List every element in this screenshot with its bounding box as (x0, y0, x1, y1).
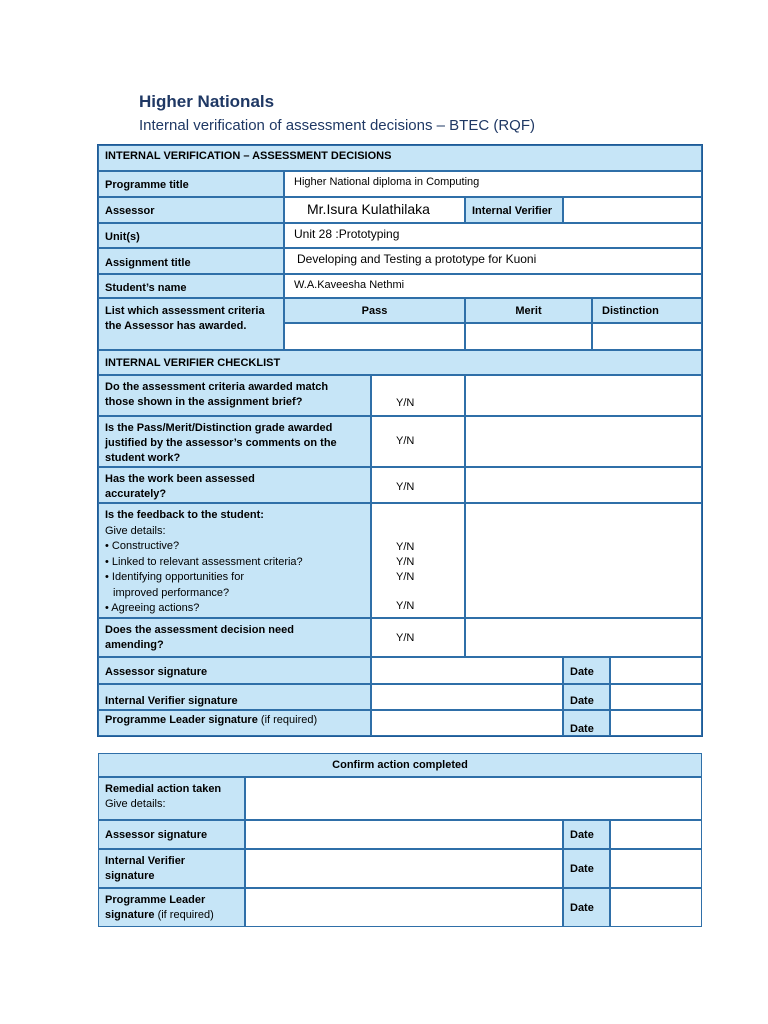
confirm-pl-signature-bold: signature (105, 909, 155, 921)
confirm-iv-signature-label (98, 849, 245, 888)
distinction-header: Distinction (592, 298, 702, 323)
pass-header: Pass (284, 298, 465, 323)
q5-yn[interactable]: Y/N (371, 618, 465, 657)
q4-line7: • Agreeing actions? (105, 602, 200, 614)
criteria-label-line2: the Assessor has awarded. (105, 320, 247, 332)
pl-signature-label-bold: Programme Leader signature (105, 714, 258, 726)
q1-comment-field[interactable] (465, 375, 702, 416)
confirm-pl-date-label: Date (563, 888, 610, 927)
programme-title-field[interactable]: Higher National diploma in Computing (284, 171, 702, 197)
internal-verifier-field[interactable] (563, 197, 702, 223)
decisions-section-header (98, 145, 702, 171)
checklist-question-5 (98, 618, 371, 657)
merit-criteria-field[interactable] (465, 323, 592, 350)
q1-yn[interactable]: Y/N (371, 375, 465, 416)
iv-signature-label: Internal Verifier signature (98, 684, 371, 710)
confirm-assessor-date-field[interactable] (610, 820, 702, 849)
q2-line2: justified by the assessor’s comments on the (105, 437, 337, 449)
q2-line1: Is the Pass/Merit/Distinction grade awarded (105, 422, 333, 434)
confirm-iv-date-label: Date (563, 849, 610, 888)
confirm-assessor-date-label: Date (563, 820, 610, 849)
confirm-assessor-signature-field[interactable] (245, 820, 563, 849)
confirm-section-header (98, 753, 702, 777)
checklist-question-4 (98, 503, 371, 618)
remedial-label-title: Remedial action taken (105, 783, 222, 795)
q3-yn[interactable]: Y/N (371, 467, 465, 503)
checklist-question-3 (98, 467, 371, 503)
decisions-section-title: INTERNAL VERIFICATION – ASSESSMENT DECISIONS (105, 150, 392, 162)
q4-yn-linked[interactable]: Y/N (396, 556, 415, 568)
q4-yn-constructive[interactable]: Y/N (396, 541, 415, 553)
confirm-section-title: Confirm action completed (332, 759, 468, 771)
q1-line1: Do the assessment criteria awarded match (105, 381, 329, 393)
confirm-pl-signature-label (98, 888, 245, 927)
merit-header: Merit (465, 298, 592, 323)
confirm-assessor-signature-label: Assessor signature (98, 820, 245, 849)
assessor-label: Assessor (98, 197, 284, 223)
q3-comment-field[interactable] (465, 467, 702, 503)
iv-date-field[interactable] (610, 684, 702, 710)
confirm-iv-signature-field[interactable] (245, 849, 563, 888)
pl-signature-label-rest: (if required) (257, 714, 318, 726)
q2-comment-field[interactable] (465, 416, 702, 467)
criteria-label-line1: List which assessment criteria (105, 305, 265, 317)
student-name-field[interactable]: W.A.Kaveesha Nethmi (284, 274, 702, 298)
q3-line1: Has the work been assessed (105, 473, 255, 485)
checklist-section-title: INTERNAL VERIFIER CHECKLIST (105, 357, 281, 369)
q5-comment-field[interactable] (465, 618, 702, 657)
q2-line3: student work? (105, 452, 181, 464)
page-subtitle: Internal verification of assessment decisions – BTEC (RQF) (139, 117, 535, 134)
iv-signature-field[interactable] (371, 684, 563, 710)
iv-date-label: Date (563, 684, 610, 710)
confirm-pl-signature-line1: Programme Leader (105, 894, 206, 906)
assessor-signature-field[interactable] (371, 657, 563, 684)
units-label: Unit(s) (98, 223, 284, 248)
remedial-label-sub: Give details: (105, 798, 166, 810)
programme-title-label: Programme title (98, 171, 284, 197)
q5-line2: amending? (105, 639, 164, 651)
pl-date-field[interactable] (610, 710, 702, 736)
assessor-field[interactable]: Mr.Isura Kulathilaka (284, 197, 465, 223)
page-title: Higher Nationals (139, 92, 275, 111)
q2-yn[interactable]: Y/N (371, 416, 465, 467)
checklist-section-header (98, 350, 702, 375)
checklist-question-1 (98, 375, 371, 416)
assignment-title-label: Assignment title (98, 248, 284, 274)
confirm-iv-signature-line2: signature (105, 870, 155, 882)
student-name-label: Student’s name (98, 274, 284, 298)
assessor-signature-label: Assessor signature (98, 657, 371, 684)
q4-yn-opportunities[interactable]: Y/N (396, 571, 415, 583)
q4-line6: improved performance? (113, 586, 230, 599)
assignment-title-field[interactable]: Developing and Testing a prototype for Kuoni (284, 248, 702, 274)
confirm-pl-signature-rest: (if required) (154, 909, 214, 921)
assessor-date-label: Date (563, 657, 610, 684)
criteria-label (98, 298, 284, 350)
checklist-question-2 (98, 416, 371, 467)
q4-line5: • Identifying opportunities for (105, 571, 244, 583)
pl-signature-field[interactable] (371, 710, 563, 736)
units-field[interactable]: Unit 28 :Prototyping (284, 223, 702, 248)
internal-verifier-label: Internal Verifier (465, 197, 563, 223)
remedial-label (98, 777, 245, 820)
q4-line1: Is the feedback to the student: (105, 509, 264, 521)
distinction-criteria-field[interactable] (592, 323, 702, 350)
pl-date-label: Date (563, 710, 610, 736)
q4-line3: • Constructive? (105, 540, 180, 552)
assessor-date-field[interactable] (610, 657, 702, 684)
q1-line2: those shown in the assignment brief? (105, 396, 303, 408)
confirm-pl-date-field[interactable] (610, 888, 702, 927)
q4-line4: • Linked to relevant assessment criteria? (105, 555, 303, 568)
confirm-iv-signature-line1: Internal Verifier (105, 855, 186, 867)
q3-line2: accurately? (105, 488, 167, 500)
q4-yn-agreeing[interactable]: Y/N (396, 600, 415, 612)
q5-line1: Does the assessment decision need (105, 624, 294, 636)
q4-comment-field[interactable] (465, 503, 702, 618)
remedial-field[interactable] (245, 777, 702, 820)
q4-yn-group (371, 503, 465, 618)
confirm-iv-date-field[interactable] (610, 849, 702, 888)
pl-signature-label (98, 710, 371, 736)
pass-criteria-field[interactable] (284, 323, 465, 350)
q4-line2: Give details: (105, 524, 166, 537)
confirm-pl-signature-field[interactable] (245, 888, 563, 927)
